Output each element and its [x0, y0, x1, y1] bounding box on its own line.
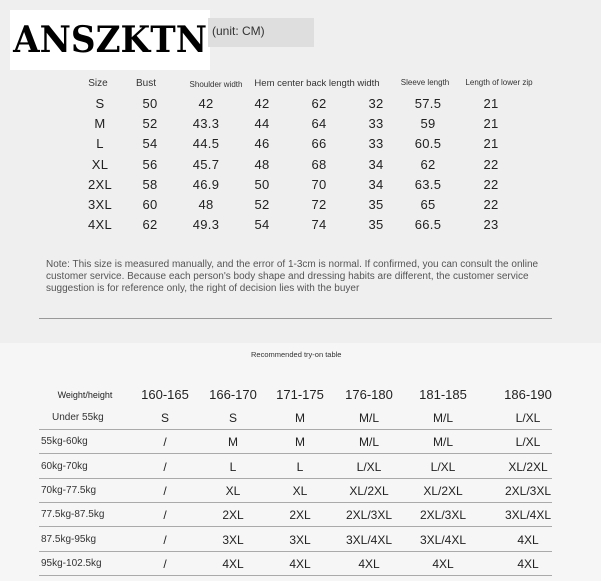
size-recommendation: 2XL/3XL — [504, 483, 552, 498]
size-recommendation: XL/2XL — [508, 459, 548, 474]
size-recommendation: M — [295, 435, 305, 450]
size-recommendation: L/XL — [515, 435, 541, 450]
size-recommendation: 3XL/4XL — [345, 532, 393, 547]
size-cell-size: 4XL — [87, 217, 113, 233]
size-recommendation: 3XL/4XL — [504, 508, 552, 523]
header-hem-back-length: Hem center back length width — [254, 78, 380, 89]
size-recommendation: 3XL — [222, 532, 244, 547]
size-recommendation: L/XL — [356, 459, 382, 474]
height-header: 166-170 — [209, 387, 257, 402]
brand-logo-text: ANSZKTN — [13, 19, 207, 61]
size-cell-hem: 46 — [254, 136, 270, 152]
size-cell-back: 64 — [311, 116, 327, 132]
table-row — [39, 430, 552, 454]
size-cell-zip: 21 — [483, 96, 499, 111]
size-cell-zip: 21 — [483, 136, 499, 152]
table-row — [39, 406, 552, 430]
size-cell-zip: 22 — [483, 176, 499, 192]
size-cell-back: 68 — [311, 156, 327, 172]
size-cell-hem: 44 — [254, 116, 270, 132]
size-recommendation: M/L — [432, 411, 453, 425]
size-cell-bust: 50 — [142, 96, 158, 111]
size-recommendation: M/L — [432, 435, 453, 450]
header-shoulder-width: Shoulder width — [189, 80, 243, 89]
size-cell-shoulder: 44.5 — [192, 136, 220, 152]
table-row — [39, 528, 552, 552]
size-recommendation: L — [229, 459, 237, 474]
size-recommendation: L/XL — [515, 411, 541, 425]
brand-logo — [10, 10, 210, 70]
size-recommendation: M/L — [358, 411, 379, 425]
size-cell-size: 2XL — [87, 176, 113, 192]
size-recommendation: 4XL — [289, 556, 311, 571]
size-recommendation: / — [163, 483, 167, 498]
size-recommendation: 4XL — [222, 556, 244, 571]
size-cell-sleeve_b: 65 — [420, 197, 436, 212]
size-cell-back: 62 — [311, 96, 327, 111]
size-cell-shoulder: 42 — [198, 96, 214, 111]
size-cell-sleeve_a: 33 — [368, 136, 384, 152]
size-recommendation: 2XL/3XL — [419, 508, 467, 523]
size-cell-hem: 52 — [254, 197, 270, 212]
weight-label: 60kg-70kg — [41, 460, 88, 472]
table-row — [39, 503, 552, 527]
size-cell-hem: 48 — [254, 156, 270, 172]
size-cell-size: M — [94, 116, 106, 132]
weight-label: 55kg-60kg — [41, 436, 88, 448]
divider — [39, 318, 552, 319]
height-header: 186-190 — [504, 387, 552, 402]
size-recommendation: XL/2XL — [423, 483, 463, 498]
size-recommendation: XL/2XL — [349, 483, 389, 498]
size-cell-sleeve_b: 57.5 — [414, 96, 442, 111]
size-recommendation: S — [160, 411, 169, 425]
height-header: 171-175 — [276, 387, 324, 402]
size-cell-sleeve_a: 35 — [368, 217, 384, 233]
size-cell-sleeve_b: 60.5 — [414, 136, 442, 152]
height-header: 176-180 — [345, 387, 393, 402]
size-cell-back: 74 — [311, 217, 327, 233]
size-cell-sleeve_a: 35 — [368, 197, 384, 212]
measurement-note: Note: This size is measured manually, and the error of 1-3cm is normal. If confirmed, you can consult the online customer service. Because each person's body shape and dressing habits are different, the customer service suggestion is for reference only, the right of decision lies with the buyer — [46, 259, 539, 294]
size-recommendation: L/XL — [430, 459, 456, 474]
size-cell-bust: 54 — [142, 136, 158, 152]
size-cell-zip: 21 — [483, 116, 499, 132]
size-cell-hem: 54 — [254, 217, 270, 233]
height-header: 181-185 — [419, 387, 467, 402]
weight-label: 95kg-102.5kg — [41, 557, 102, 569]
recommended-title: Recommended try-on table — [251, 350, 342, 359]
size-cell-bust: 62 — [142, 217, 158, 233]
size-cell-zip: 22 — [483, 156, 499, 172]
size-cell-sleeve_b: 59 — [420, 116, 436, 132]
size-recommendation: 3XL/4XL — [419, 532, 467, 547]
size-cell-shoulder: 46.9 — [192, 176, 220, 192]
size-recommendation: 3XL — [289, 532, 311, 547]
size-cell-size: L — [96, 136, 104, 152]
size-cell-size: XL — [91, 156, 109, 172]
weight-label: 77.5kg-87.5kg — [41, 509, 105, 521]
size-recommendation: / — [163, 556, 167, 571]
size-cell-shoulder: 49.3 — [192, 217, 220, 233]
size-cell-hem: 50 — [254, 176, 270, 192]
size-cell-back: 66 — [311, 136, 327, 152]
table-row — [39, 479, 552, 503]
size-cell-bust: 60 — [142, 197, 158, 212]
row-divider — [39, 575, 552, 576]
size-cell-sleeve_b: 63.5 — [414, 176, 442, 192]
unit-label: (unit: CM) — [208, 18, 314, 47]
size-recommendation: S — [228, 411, 237, 425]
size-recommendation: / — [163, 532, 167, 547]
size-cell-bust: 58 — [142, 176, 158, 192]
size-recommendation: XL — [225, 483, 241, 498]
size-cell-sleeve_b: 66.5 — [414, 217, 442, 233]
size-cell-sleeve_a: 32 — [368, 96, 384, 111]
size-cell-shoulder: 45.7 — [192, 156, 220, 172]
size-cell-sleeve_a: 34 — [368, 176, 384, 192]
size-cell-zip: 23 — [483, 217, 499, 233]
header-size: Size — [88, 78, 108, 89]
size-cell-hem: 42 — [254, 96, 270, 111]
size-recommendation: 4XL — [517, 532, 539, 547]
size-cell-bust: 56 — [142, 156, 158, 172]
weight-label: 70kg-77.5kg — [41, 484, 97, 496]
size-recommendation: / — [163, 459, 167, 474]
size-cell-sleeve_a: 34 — [368, 156, 384, 172]
size-recommendation: 2XL — [222, 508, 244, 523]
size-recommendation: M/L — [358, 435, 379, 450]
size-cell-bust: 52 — [142, 116, 158, 132]
weight-label: 87.5kg-95kg — [41, 533, 97, 545]
size-cell-shoulder: 43.3 — [192, 116, 220, 132]
weight-label: Under 55kg — [52, 412, 104, 423]
size-recommendation: L — [296, 459, 304, 474]
table-row — [39, 552, 552, 576]
size-cell-size: S — [95, 96, 105, 111]
size-recommendation: 2XL/3XL — [345, 508, 393, 523]
header-bust: Bust — [135, 78, 156, 89]
table-row — [39, 455, 552, 479]
size-cell-size: 3XL — [87, 197, 113, 212]
size-cell-back: 70 — [311, 176, 327, 192]
size-recommendation: M — [228, 435, 238, 450]
size-recommendation: XL — [292, 483, 308, 498]
header-weight-height: Weight/height — [57, 390, 113, 400]
size-recommendation: 4XL — [358, 556, 380, 571]
size-recommendation: / — [163, 435, 167, 450]
size-cell-back: 72 — [311, 197, 327, 212]
size-recommendation: 4XL — [432, 556, 454, 571]
size-recommendation: / — [163, 508, 167, 523]
size-recommendation: 4XL — [517, 556, 539, 571]
header-lower-zip: Length of lower zip — [465, 78, 533, 87]
size-cell-zip: 22 — [483, 197, 499, 212]
header-sleeve-length: Sleeve length — [400, 78, 450, 87]
size-cell-sleeve_a: 33 — [368, 116, 384, 132]
size-recommendation: 2XL — [289, 508, 311, 523]
size-cell-shoulder: 48 — [198, 197, 214, 212]
size-cell-sleeve_b: 62 — [420, 156, 436, 172]
size-recommendation: M — [295, 411, 305, 425]
height-header: 160-165 — [141, 387, 189, 402]
